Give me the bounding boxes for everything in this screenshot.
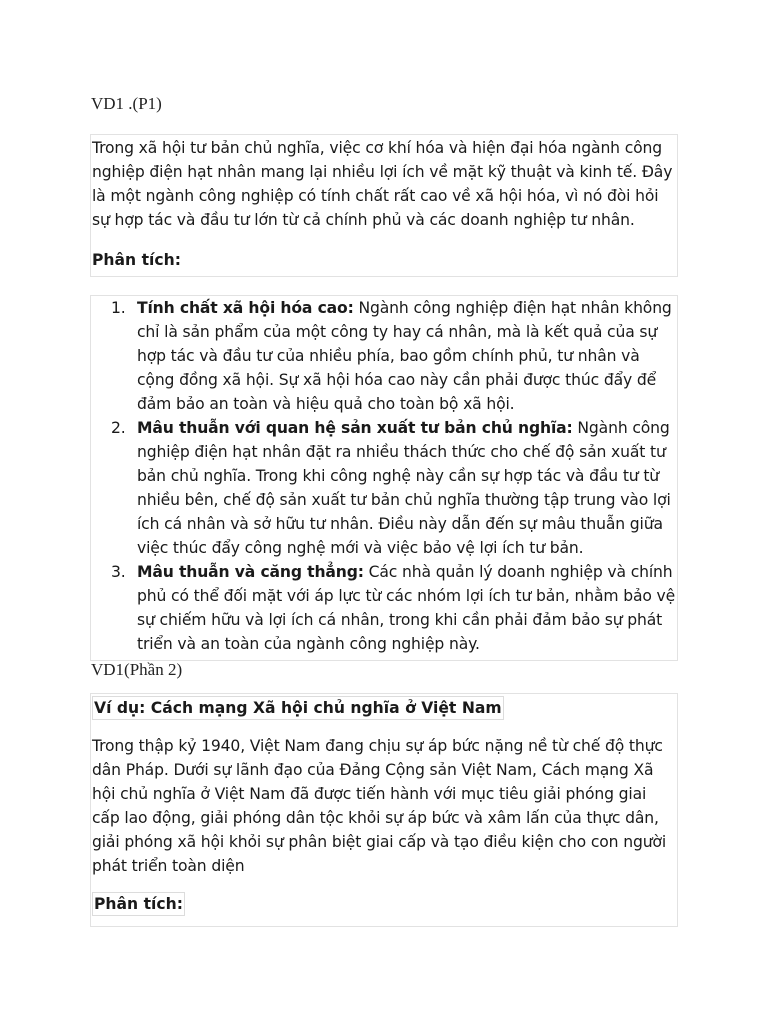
list-item	[91, 416, 677, 560]
example-title: Ví dụ: Cách mạng Xã hội chủ nghĩa ở Việt Nam	[92, 696, 504, 720]
part2-analysis-label: Phân tích:	[92, 892, 185, 916]
list-item-text: Các nhà quản lý doanh nghiệp và chính phủ có thể đối mặt với áp lực từ các nhóm lợi ích tư bản, nhằm bảo vệ sự chiếm hữu và lợi ích cá nhân, trong khi cần phải đảm bảo sự phát triển và an toàn của ngành công nghiệp này.	[137, 563, 676, 653]
list-item-title: Mâu thuẫn và căng thẳng:	[137, 563, 364, 581]
list-item-number: 1.	[111, 299, 126, 317]
part1-analysis-list-box	[90, 295, 678, 661]
part1-analysis-label: Phân tích:	[92, 251, 181, 269]
list-item-title: Tính chất xã hội hóa cao:	[137, 299, 354, 317]
part2-box	[90, 693, 678, 927]
list-item-text: Ngành công nghiệp điện hạt nhân không chỉ là sản phẩm của một công ty hay cá nhân, mà là kết quả của sự hợp tác và đầu tư của nhiều phía, bao gồm chính phủ, tư nhân và cộng đồng xã hội. Sự xã hội hóa cao này cần phải được thúc đẩy để đảm bảo an toàn và hiệu quả cho toàn bộ xã hội.	[137, 299, 672, 413]
list-item-text: Ngành công nghiệp điện hạt nhân đặt ra nhiều thách thức cho chế độ sản xuất tư bản chủ nghĩa. Trong khi công nghệ này cần sự hợp tác và đầu tư từ nhiều bên, chế độ sản xuất tư bản chủ nghĩa thường tập trung vào lợi ích cá nhân và sở hữu tư nhân. Điều này dẫn đến sự mâu thuẫn giữa việc thúc đẩy công nghệ mới và việc bảo vệ lợi ích tư bản.	[137, 419, 671, 557]
part1-intro-paragraph: Trong xã hội tư bản chủ nghĩa, việc cơ khí hóa và hiện đại hóa ngành công nghiệp điện hạt nhân mang lại nhiều lợi ích về mặt kỹ thuật và kinh tế. Đây là một ngành công nghiệp có tính chất rất cao về xã hội hóa, vì nó đòi hỏi sự hợp tác và đầu tư lớn từ cả chính phủ và các doanh nghiệp tư nhân.	[92, 139, 673, 229]
list-item-number: 2.	[111, 419, 126, 437]
part1-heading: VD1 .(P1)	[91, 94, 162, 113]
list-item	[91, 296, 677, 416]
part2-heading: VD1(Phần 2)	[91, 660, 183, 679]
list-item-number: 3.	[111, 563, 126, 581]
analysis-list	[91, 296, 677, 656]
part1-intro-box	[90, 134, 678, 277]
list-item	[91, 560, 677, 656]
part2-body-paragraph: Trong thập kỷ 1940, Việt Nam đang chịu sự áp bức nặng nề từ chế độ thực dân Pháp. Dưới sự lãnh đạo của Đảng Cộng sản Việt Nam, Cách mạng Xã hội chủ nghĩa ở Việt Nam đã được tiến hành với mục tiêu giải phóng giai cấp lao động, giải phóng dân tộc khỏi sự áp bức và xâm lấn của thực dân, giải phóng xã hội khỏi sự phân biệt giai cấp và tạo điều kiện cho con người phát triển toàn diện	[92, 737, 666, 875]
list-item-title: Mâu thuẫn với quan hệ sản xuất tư bản chủ nghĩa:	[137, 419, 573, 437]
